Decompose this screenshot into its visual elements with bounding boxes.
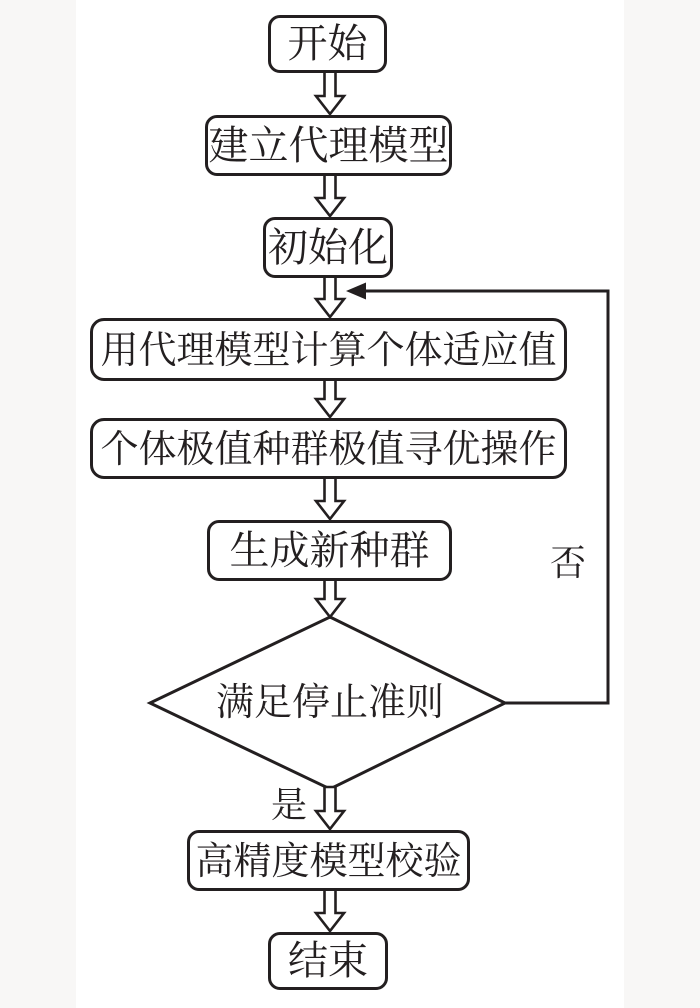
no-branch-label: 否 [549, 543, 586, 584]
node-extremum-search: 个体极值种群极值寻优操作 [90, 418, 567, 479]
node-initialize: 初始化 [263, 217, 393, 278]
yes-branch-label: 是 [270, 785, 307, 826]
decision-diamond-label: 满足停止准则 [215, 680, 444, 724]
flow-arrow-build-to-init-icon [316, 174, 344, 216]
node-compute-fitness: 用代理模型计算个体适应值 [90, 318, 567, 381]
flow-arrow-decision-to-verify-icon [316, 787, 344, 829]
flow-arrow-newpop-to-decision-icon [316, 578, 344, 617]
flow-arrow-verify-to-end-icon [316, 888, 344, 931]
flow-arrow-init-to-fitness-icon [316, 276, 344, 317]
no-branch-arrowhead-icon [346, 283, 366, 300]
flow-arrow-start-to-build-icon [316, 70, 344, 114]
node-model-verification: 高精度模型校验 [187, 830, 470, 891]
flow-arrow-search-to-newpop-icon [316, 476, 344, 519]
node-start: 开始 [268, 15, 387, 73]
node-end: 结束 [268, 932, 388, 990]
flow-arrow-fitness-to-search-icon [316, 378, 344, 417]
node-new-population: 生成新种群 [207, 520, 452, 581]
node-build-surrogate-model: 建立代理模型 [205, 115, 452, 176]
